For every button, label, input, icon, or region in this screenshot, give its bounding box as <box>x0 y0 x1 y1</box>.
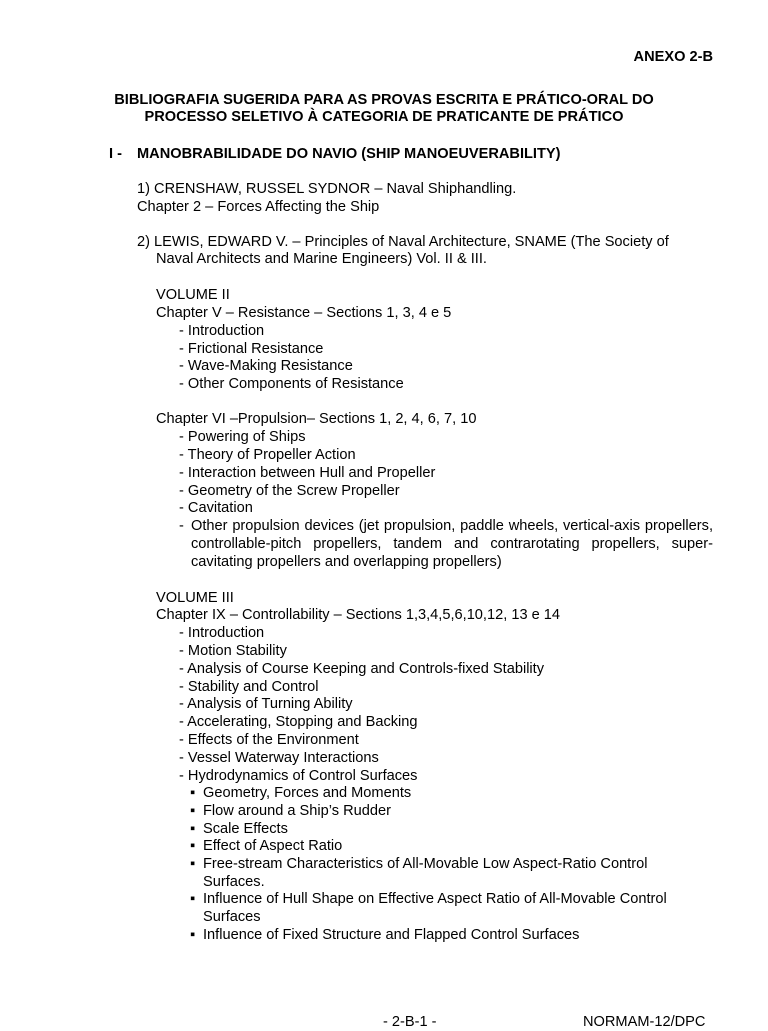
page-number: - 2-B-1 - <box>383 1014 437 1030</box>
document-code: NORMAM-12/DPC <box>583 1014 706 1030</box>
page-title-line-1: BIBLIOGRAFIA SUGERIDA PARA AS PROVAS ESCRITA E PRÁTICO-ORAL DO <box>114 92 654 108</box>
list-item-dash: - <box>179 518 184 534</box>
list-item: - Analysis of Course Keeping and Controls-fixed Stability <box>179 661 545 677</box>
list-item: - Vessel Waterway Interactions <box>179 750 379 766</box>
section-number: I - <box>109 146 122 162</box>
sub-list-item-continuation: Surfaces. <box>203 874 265 890</box>
list-item: - Introduction <box>179 625 265 641</box>
list-item: - Introduction <box>179 323 265 339</box>
sub-list-item: Influence of Fixed Structure and Flapped Control Surfaces <box>203 927 580 943</box>
list-item: - Theory of Propeller Action <box>179 447 356 463</box>
sub-list-item: Effect of Aspect Ratio <box>203 838 343 854</box>
reference-1-chapter: Chapter 2 – Forces Affecting the Ship <box>137 199 380 215</box>
list-item: - Effects of the Environment <box>179 732 359 748</box>
annex-label: ANEXO 2-B <box>633 49 713 65</box>
sub-list-item: Geometry, Forces and Moments <box>203 785 412 801</box>
volume-2-label: VOLUME II <box>156 287 230 303</box>
bullet-icon: ▪ <box>190 785 196 801</box>
reference-2-line-1: 2) LEWIS, EDWARD V. – Principles of Naval Architecture, SNAME (The Society of <box>137 234 669 250</box>
chapter-9-title: Chapter IX – Controllability – Sections 1,3,4,5,6,10,12, 13 e 14 <box>156 607 561 623</box>
page-title-line-2: PROCESSO SELETIVO À CATEGORIA DE PRATICANTE DE PRÁTICO <box>144 109 624 125</box>
bullet-icon: ▪ <box>190 891 196 907</box>
bullet-icon: ▪ <box>190 821 196 837</box>
chapter-5-title: Chapter V – Resistance – Sections 1, 3, 4 e 5 <box>156 305 452 321</box>
list-item: - Hydrodynamics of Control Surfaces <box>179 768 418 784</box>
bullet-icon: ▪ <box>190 927 196 943</box>
list-item: - Cavitation <box>179 500 253 516</box>
bullet-icon: ▪ <box>190 838 196 854</box>
bullet-icon: ▪ <box>190 856 196 872</box>
sub-list-item: Scale Effects <box>203 821 288 837</box>
volume-3-label: VOLUME III <box>156 590 234 606</box>
reference-2-line-2: Naval Architects and Marine Engineers) Vol. II & III. <box>156 251 487 267</box>
list-item: - Stability and Control <box>179 679 319 695</box>
reference-1-author: 1) CRENSHAW, RUSSEL SYDNOR – Naval Shiphandling. <box>137 181 517 197</box>
list-item: - Geometry of the Screw Propeller <box>179 483 400 499</box>
sub-list-item: Free-stream Characteristics of All-Movable Low Aspect-Ratio Control <box>203 856 648 872</box>
list-item: - Motion Stability <box>179 643 287 659</box>
section-title: MANOBRABILIDADE DO NAVIO (SHIP MANOEUVERABILITY) <box>137 146 561 162</box>
list-item: - Frictional Resistance <box>179 341 324 357</box>
other-propulsion-devices-text: Other propulsion devices (jet propulsion, paddle wheels, vertical-axis propellers, controllable-pitch propellers, tandem and contrarotating propellers, super-cavitating propellers and overlapping propellers) <box>191 518 713 570</box>
list-item: - Wave-Making Resistance <box>179 358 353 374</box>
sub-list-item-continuation: Surfaces <box>203 909 261 925</box>
list-item: - Powering of Ships <box>179 429 306 445</box>
list-item: - Interaction between Hull and Propeller <box>179 465 436 481</box>
list-item: - Accelerating, Stopping and Backing <box>179 714 418 730</box>
sub-list-item: Influence of Hull Shape on Effective Aspect Ratio of All-Movable Control <box>203 891 667 907</box>
list-item: - Other Components of Resistance <box>179 376 404 392</box>
bullet-icon: ▪ <box>190 803 196 819</box>
sub-list-item: Flow around a Ship’s Rudder <box>203 803 391 819</box>
list-item: - Analysis of Turning Ability <box>179 696 353 712</box>
chapter-6-title: Chapter VI –Propulsion– Sections 1, 2, 4, 6, 7, 10 <box>156 411 477 427</box>
